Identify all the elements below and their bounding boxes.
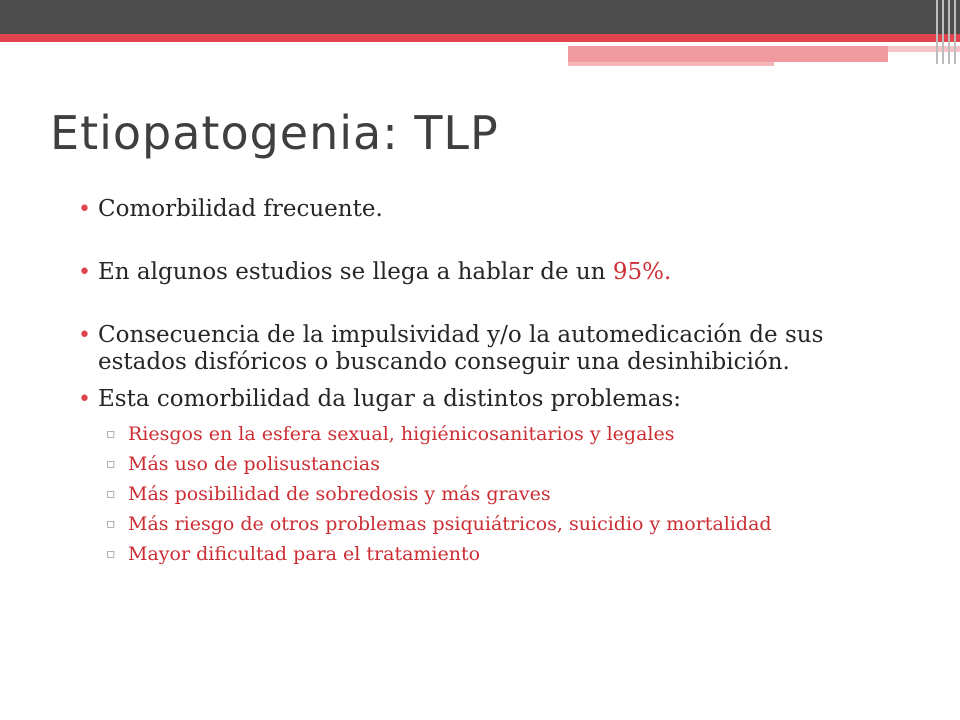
sub-bullet-icon: ▫ — [106, 426, 116, 442]
bullet-text: Consecuencia de la impulsividad y/o la automedicación de sus estados disfóricos o buscando conseguir una desinhibición. — [98, 322, 824, 375]
sub-bullet-item — [78, 483, 908, 505]
bullet-item — [78, 259, 908, 286]
bullet-icon: • — [78, 323, 91, 348]
sub-bullet-text: Mayor dificultad para el tratamiento — [128, 543, 481, 565]
bullet-text: En algunos estudios se llega a hablar de un — [98, 259, 613, 285]
sub-bullet-icon: ▫ — [106, 516, 116, 532]
bullet-list — [78, 196, 908, 573]
bullet-item — [78, 386, 908, 413]
bullet-icon: • — [78, 197, 91, 222]
bullet-item — [78, 196, 908, 223]
bullet-text: Esta comorbilidad da lugar a distintos problemas: — [98, 386, 682, 412]
header-dark-bar — [0, 0, 960, 34]
header-pink-strip — [568, 62, 774, 66]
sub-bullet-item — [78, 543, 908, 565]
bullet-text: Comorbilidad frecuente. — [98, 196, 383, 222]
bullet-icon: • — [78, 387, 91, 412]
sub-bullet-text: Más riesgo de otros problemas psiquiátricos, suicidio y mortalidad — [128, 513, 772, 535]
sub-bullet-text: Riesgos en la esfera sexual, higiénicosanitarios y legales — [128, 423, 675, 445]
highlight-percentage: 95%. — [612, 259, 672, 285]
header-pink-bar — [568, 46, 888, 62]
slide-title: Etiopatogenia: TLP — [50, 106, 499, 160]
sub-bullet-icon: ▫ — [106, 456, 116, 472]
sub-bullet-item — [78, 423, 908, 445]
sub-bullet-icon: ▫ — [106, 486, 116, 502]
sub-bullet-item — [78, 453, 908, 475]
sub-bullet-text: Más posibilidad de sobredosis y más graves — [128, 483, 551, 505]
header-red-bar — [0, 34, 960, 42]
bullet-icon: • — [78, 260, 91, 285]
sub-bullet-icon: ▫ — [106, 546, 116, 562]
sub-bullet-item — [78, 513, 908, 535]
sub-bullet-text: Más uso de polisustancias — [128, 453, 380, 475]
bullet-item — [78, 322, 908, 376]
header-edge-lines — [934, 0, 960, 64]
